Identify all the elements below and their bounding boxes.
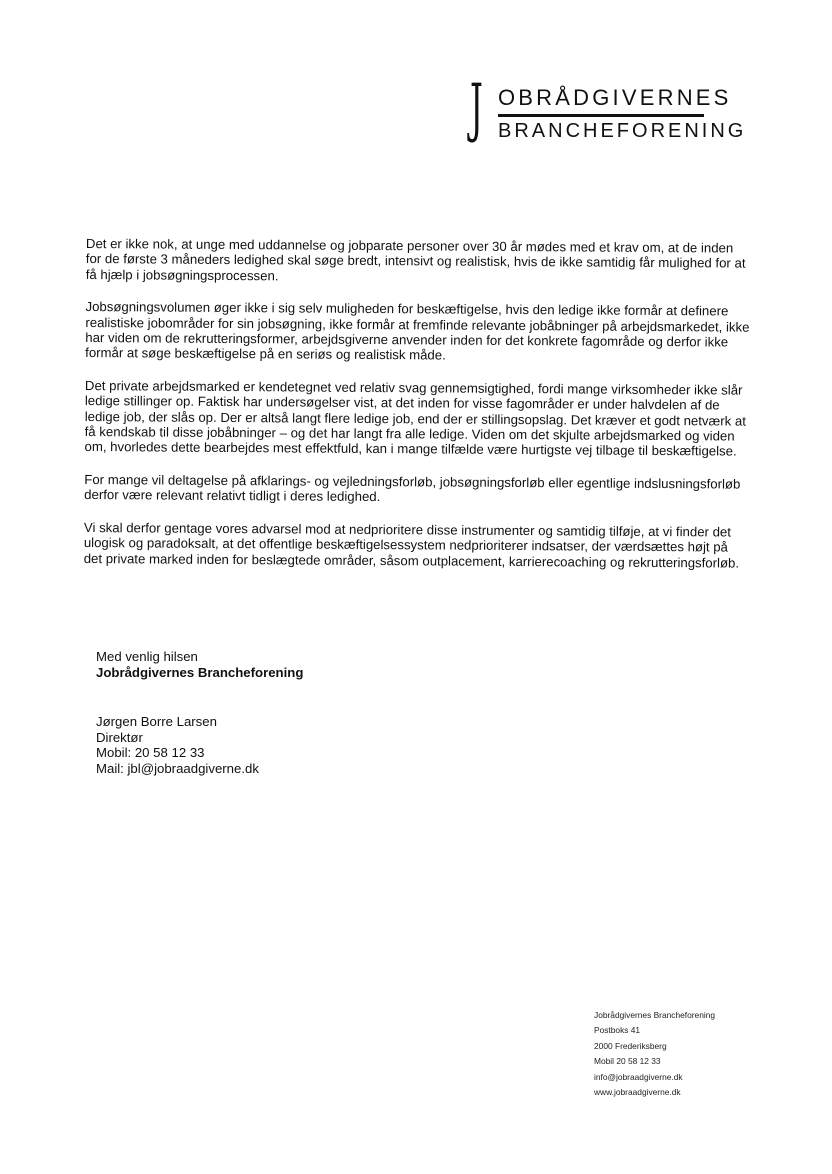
signer-email: Mail: jbl@jobraadgiverne.dk <box>96 760 259 776</box>
footer-org: Jobrådgivernes Brancheforening <box>594 1010 716 1020</box>
logo-letter-j: J <box>470 71 483 145</box>
signer-title: Direktør <box>96 729 143 745</box>
paragraph-5: Vi skal derfor gentage vores advarsel mod at nedprioritere disse instrumenter og samtidig tilføje, at vi finder det ulogisk og paradoksalt, at det offentlige beskæftigelsessystem nedprioriterer indsatser, der værdsættes højt på det private marked inden for beslægtede områder, såsom outplacement, karrierecoaching og rekrutteringsforløb. <box>83 519 740 571</box>
signer-name: Jørgen Borre Larsen <box>96 714 217 729</box>
paragraph-1: Det er ikke nok, at unge med uddannelse og jobparate personer over 30 år mødes med et krav om, at de inden for de første 3 måneders ledighed skal søge bredt, intensivt og realistisk, hvis de ikke samtidig får mulighed for at få hjælp i jobsøgningsprocessen. <box>85 236 746 284</box>
paragraph-2: Jobsøgningsvolumen øger ikke i sig selv muligheden for beskæftigelse, hvis den ledige ikke formår at definere realistiske jobområder for sin jobsøgning, ikke formår at fremfinde relevante jobåbninger på arbejdsmarkedet, ikke har viden om de rekrutteringsformer, arbejdsgiverne anvender inden for det konkrete fagområde og derfor ikke formår at søge beskæftigelse på en seriøs og realistisk måde. <box>85 299 750 363</box>
paragraph-4: For mange vil deltagelse på afklarings- og vejledningsforløb, jobsøgningsforløb eller egentlige indslusningsforløb derfor være relevant relativt tidligt i deres ledighed. <box>84 471 741 505</box>
signer-phone: Mobil: 20 58 12 33 <box>96 745 205 761</box>
signature-block <box>96 714 259 776</box>
footer-city: 2000 Frederiksberg <box>594 1040 667 1051</box>
footer-address <box>594 1008 715 1100</box>
logo-rule <box>498 114 704 117</box>
footer-email: info@jobraadgiverne.dk <box>594 1071 683 1082</box>
organization-logo <box>470 71 747 156</box>
letter-closing <box>96 649 303 681</box>
logo-line-2: BRANCHEFORENING <box>498 120 747 142</box>
paragraph-3: Det private arbejdsmarked er kendetegnet ved relativ svag gennemsigtighed, fordi mange virksomheder ikke slår ledige stillinger op. Faktisk har undersøgelser vist, at det inden for visse fagområder er under halvdelen af de ledige job, der slås op. Der er altså langt flere ledige job, end der er stillingsopslag. Det kræver et godt netværk at få kendskab til disse jobåbninger – og det har langt fra alle ledige. Viden om det skjulte arbejdsmarked og viden om, hvorledes dette bearbejdes mest effektfuld, kan i mange tilfælde være hurtigste vej tilbage til beskæftigelse. <box>84 377 746 460</box>
footer-phone: Mobil 20 58 12 33 <box>594 1056 661 1067</box>
letter-body <box>84 236 752 588</box>
footer-web: www.jobraadgiverne.dk <box>594 1087 681 1098</box>
closing-organization: Jobrådgivernes Brancheforening <box>96 665 304 680</box>
closing-greeting: Med venlig hilsen <box>96 649 198 664</box>
footer-pobox: Postboks 41 <box>594 1025 641 1036</box>
logo-line-1: OBRÅDGIVERNES <box>498 85 732 110</box>
